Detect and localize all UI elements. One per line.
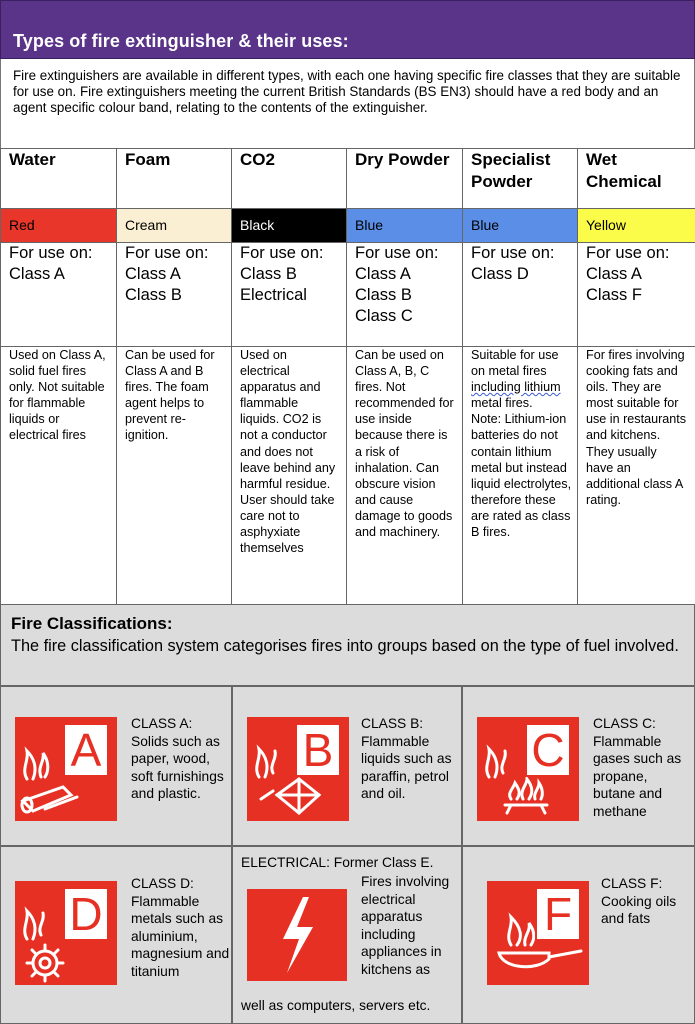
description-cell — [578, 347, 695, 607]
description-text: Can be used on Class A, B, C fires. Not recommended for use inside because there is a risk of inhalation. Can obscure vision and cause damage to goods and machinery. — [355, 348, 454, 540]
class-heading: CLASS F: — [601, 876, 663, 891]
extinguisher-name: CO2 — [232, 149, 347, 209]
use-class: Electrical — [240, 286, 307, 304]
description-text: Used on electrical apparatus and flammable liquids. CO2 is not a conductor and does not leave behind any harmful residue. — [240, 348, 336, 491]
extinguisher-name: Wet Chemical — [578, 149, 695, 209]
use-title: For use on: — [471, 244, 555, 262]
extinguisher-name: Specialist Powder — [463, 149, 578, 209]
colour-band: Black — [232, 209, 347, 243]
class-description: Flammable liquids such as paraffin, petrol and oil. — [361, 733, 452, 802]
extinguisher-name-row — [1, 149, 695, 209]
use-class: Class A — [125, 265, 181, 283]
extinguisher-name: Water — [1, 149, 117, 209]
use-cell — [117, 243, 232, 347]
description-text — [471, 347, 573, 411]
electrical-heading: ELECTRICAL: Former Class E. — [241, 855, 434, 870]
description-text: Used on Class A, solid fuel fires only. Not suitable for flammable liquids or electrical fires — [9, 348, 106, 443]
electrical-description: Fires involving electrical apparatus including appliances in kitchens as — [361, 874, 450, 977]
use-title: For use on: — [240, 244, 324, 262]
description-part: metal fires. — [471, 396, 533, 411]
use-cell — [463, 243, 578, 347]
class-heading: CLASS C: — [593, 716, 656, 731]
description-text: Can be used for Class A and B fires. The foam agent helps to prevent re-ignition. — [125, 348, 215, 443]
use-cell — [1, 243, 117, 347]
class-letter-box — [63, 887, 109, 941]
description-cell — [463, 347, 578, 607]
intro-section — [0, 59, 695, 148]
description-cell — [232, 347, 347, 607]
class-letter-box — [535, 887, 581, 941]
class-letter-box — [63, 723, 109, 777]
classification-grid — [0, 686, 695, 1024]
class-letter: A — [70, 724, 102, 776]
class-d-card — [0, 846, 232, 1024]
class-letter: C — [531, 724, 565, 776]
class-d-text — [131, 875, 231, 981]
section-description: The fire classification system categorises fires into groups based on the type of fuel involved. — [11, 637, 679, 655]
class-a-card — [0, 686, 232, 846]
description-part: Suitable for use on metal fires — [471, 348, 559, 379]
class-f-text — [601, 875, 693, 928]
use-title: For use on: — [125, 244, 209, 262]
class-b-sign — [247, 717, 349, 821]
colour-band: Blue — [463, 209, 578, 243]
extinguisher-name: Dry Powder — [347, 149, 463, 209]
use-title: For use on: — [586, 244, 670, 262]
class-letter: D — [69, 888, 103, 940]
colour-band: Red — [1, 209, 117, 243]
use-class: Class A — [355, 265, 411, 283]
use-class: Class B — [240, 265, 297, 283]
class-description: Flammable gases such as propane, butane and methane — [593, 733, 682, 819]
colour-band-row — [1, 209, 695, 243]
fire-classifications-header — [0, 604, 695, 686]
header-bar — [0, 0, 695, 59]
description-note: Note: Lithium-ion batteries do not contain lithium metal but instead liquid electrolytes, therefore these are rated as class B fires. — [471, 412, 572, 540]
class-letter: F — [543, 888, 573, 940]
use-class: Class A — [9, 265, 65, 283]
section-title: Fire Classifications: — [11, 614, 173, 633]
class-description: Flammable metals such as aluminium, magnesium and titanium — [131, 893, 230, 979]
colour-band: Yellow — [578, 209, 695, 243]
class-heading: CLASS A: — [131, 716, 193, 731]
description-cell — [347, 347, 463, 607]
spellcheck-underlined-text: including lithium — [471, 380, 561, 395]
class-c-sign — [477, 717, 579, 821]
use-class: Class B — [355, 286, 412, 304]
colour-band: Cream — [117, 209, 232, 243]
class-letter-box — [295, 723, 341, 777]
class-c-text — [593, 715, 693, 821]
description-note: User should take care not to asphyxiate themselves — [240, 492, 335, 556]
class-f-sign — [487, 881, 589, 985]
class-heading: CLASS D: — [131, 876, 194, 891]
class-letter: B — [302, 724, 334, 776]
description-cell — [1, 347, 117, 607]
intro-text: Fire extinguishers are available in different types, with each one having specific fire classes that they are suitable for use on. Fire extinguishers meeting the current British Standards (BS EN3) should have a red body and an agent specific colour band, relating to the contents of the extinguisher. — [13, 68, 681, 116]
extinguisher-name: Foam — [117, 149, 232, 209]
electrical-sign — [247, 889, 347, 981]
use-class: Class D — [471, 265, 529, 283]
class-a-text — [131, 715, 229, 803]
description-row — [1, 347, 695, 607]
class-heading: CLASS B: — [361, 716, 424, 731]
class-description: Cooking oils and fats — [601, 893, 677, 927]
page-title: Types of fire extinguisher & their uses: — [13, 31, 349, 51]
class-description: Solids such as paper, wood, soft furnishings and plastic. — [131, 733, 224, 802]
class-c-card — [462, 686, 695, 846]
electrical-description-tail: well as computers, servers etc. — [241, 998, 431, 1013]
class-letter-box — [525, 723, 571, 777]
use-class: Class B — [125, 286, 182, 304]
electrical-card — [232, 846, 462, 1024]
description-cell — [117, 347, 232, 607]
lightning-bolt-icon — [247, 889, 347, 981]
colour-band: Blue — [347, 209, 463, 243]
use-cell — [232, 243, 347, 347]
class-b-text — [361, 715, 459, 803]
class-f-card — [462, 846, 695, 1024]
use-cell — [347, 243, 463, 347]
use-title: For use on: — [355, 244, 439, 262]
use-cell — [578, 243, 695, 347]
use-class: Class C — [355, 307, 413, 325]
class-d-sign — [15, 881, 117, 985]
class-a-sign — [15, 717, 117, 821]
extinguisher-table — [0, 148, 695, 607]
use-class: Class F — [586, 286, 642, 304]
use-row — [1, 243, 695, 347]
description-text: For fires involving cooking fats and oils. They are most suitable for use in restaurants and kitchens. They usually have an additional class A rating. — [586, 348, 687, 507]
use-title: For use on: — [9, 244, 93, 262]
use-class: Class A — [586, 265, 642, 283]
class-b-card — [232, 686, 462, 846]
